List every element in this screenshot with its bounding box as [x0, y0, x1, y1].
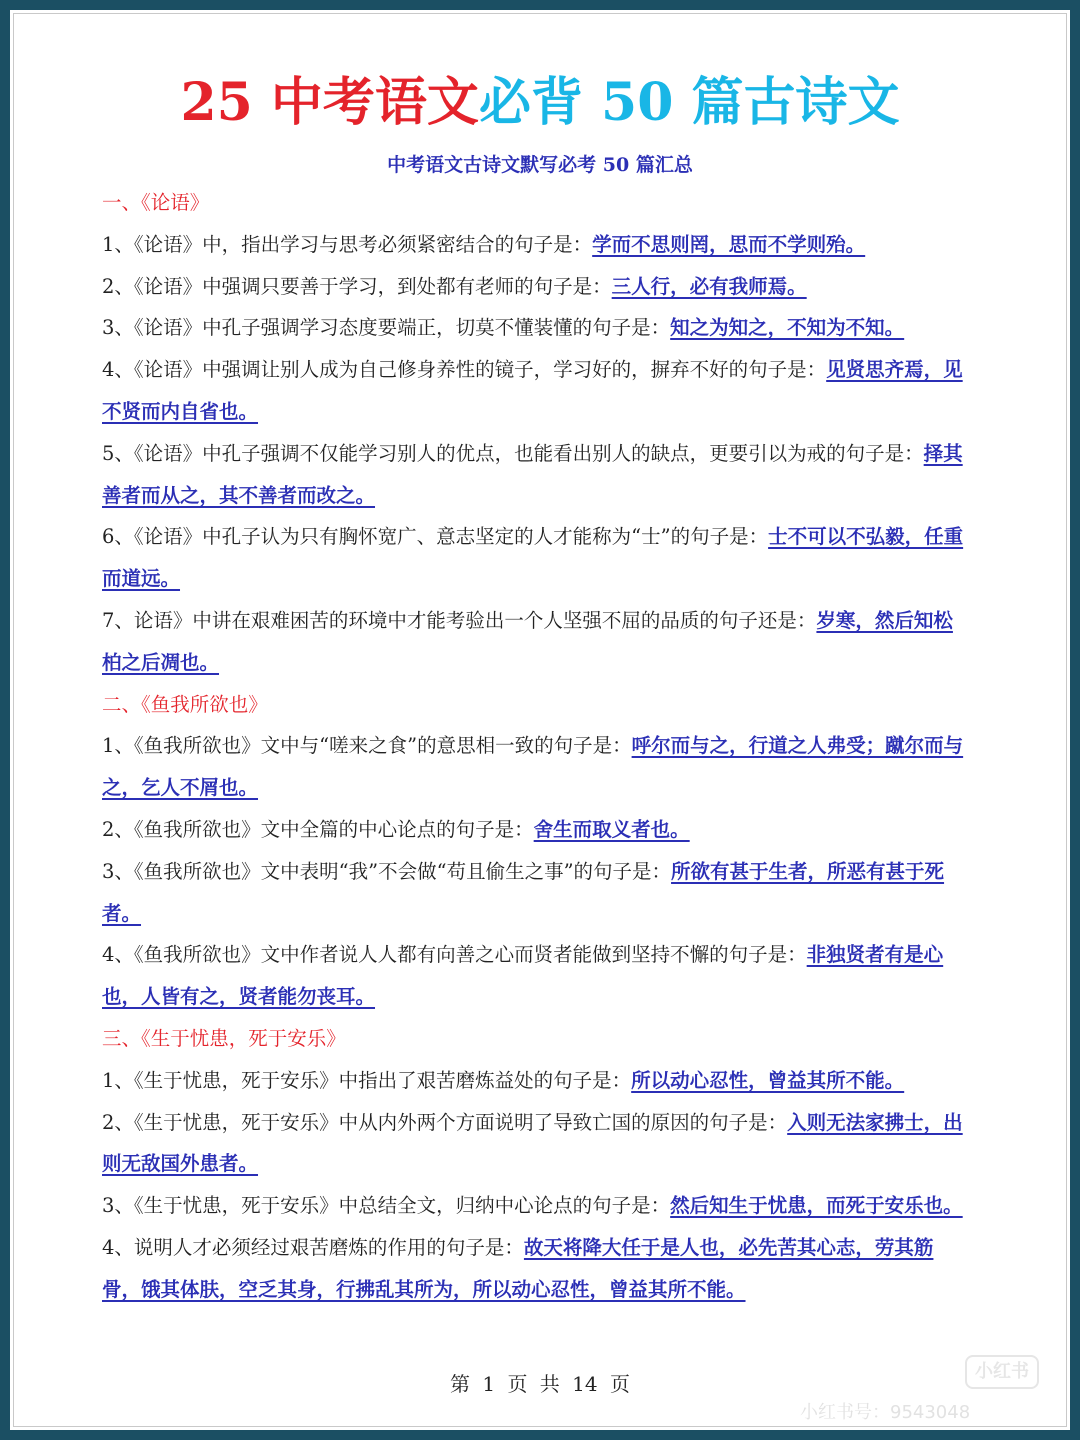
answer-text: 入则无法家拂士，出则无敌国外患者。: [102, 1110, 963, 1176]
question-item: [102, 1102, 966, 1186]
answer-text: 三人行，必有我师焉。: [611, 274, 807, 298]
question-text: 3、《论语》中孔子强调学习态度要端正，切莫不懂装懂的句子是：: [102, 316, 671, 340]
question-text: 1、《生于忧患，死于安乐》中指出了艰苦磨炼益处的句子是：: [102, 1068, 632, 1092]
answer-text: 知之为知之，不知为不知。: [670, 316, 905, 340]
question-item: [102, 809, 966, 851]
question-item: [102, 1060, 966, 1102]
question-text: 7、论语》中讲在艰难困苦的环境中才能考验出一个人坚强不屈的品质的句子还是：: [102, 608, 817, 632]
answer-text: 所以动心忍性，曾益其所不能。: [631, 1068, 905, 1092]
question-item: [102, 851, 966, 935]
question-text: 2、《论语》中强调只要善于学习，到处都有老师的句子是：: [102, 274, 612, 298]
section-heading: 三、《生于忧患，死于安乐》: [102, 1026, 346, 1050]
question-text: 4、说明人才必须经过艰苦磨炼的作用的句子是：: [102, 1235, 524, 1259]
question-item: [102, 349, 966, 433]
answer-text: 然后知生于忧患，而死于安乐也。: [670, 1194, 963, 1218]
question-text: 1、《论语》中，指出学习与思考必须紧密结合的句子是：: [102, 232, 593, 256]
answer-text: 所欲有甚于生者，所恶有甚于死者。: [102, 859, 945, 925]
answer-text: 学而不思则罔，思而不学则殆。: [592, 232, 866, 256]
question-item: [102, 1227, 966, 1311]
answer-text: 士不可以不弘毅，任重而道远。: [102, 525, 964, 591]
watermark-logo: 小红书: [965, 1355, 1039, 1389]
question-text: 3、《鱼我所欲也》文中表明“我”不会做“苟且偷生之事”的句子是：: [102, 859, 672, 883]
question-item: [102, 934, 966, 1018]
question-item: [102, 224, 966, 266]
question-text: 5、《论语》中孔子强调不仅能学习别人的优点，也能看出别人的缺点，更要引以为戒的句子是：: [102, 441, 924, 465]
question-text: 2、《生于忧患，死于安乐》中从内外两个方面说明了导致亡国的原因的句子是：: [102, 1110, 788, 1134]
page-footer: 第 1 页 共 14 页: [450, 1372, 630, 1396]
question-item: [102, 725, 966, 809]
question-text: 6、《论语》中孔子认为只有胸怀宽广、意志坚定的人才能称为“士”的句子是：: [102, 525, 769, 549]
question-item: [102, 600, 966, 684]
page-subtitle: 中考语文古诗文默写必考 50 篇汇总: [387, 154, 693, 176]
question-item: [102, 266, 966, 308]
section-heading: 一、《论语》: [102, 191, 210, 214]
answer-text: 呼尔而与之，行道之人弗受；蹴尔而与之，乞人不屑也。: [102, 734, 964, 800]
page-title: [10, 68, 1070, 138]
question-item: [102, 307, 966, 349]
title-part-cyan: 必背 50 篇古诗文: [478, 72, 900, 133]
answer-text: 见贤思齐焉，见不贤而内自省也。: [102, 358, 963, 423]
answer-text: 非独贤者有是心也，人皆有之，贤者能勿丧耳。: [102, 943, 944, 1009]
document-page: [10, 10, 1070, 1430]
section-heading: 二、《鱼我所欲也》: [102, 692, 268, 716]
question-text: 2、《鱼我所欲也》文中全篇的中心论点的句子是：: [102, 817, 534, 841]
title-part-red: 25 中考语文: [180, 72, 479, 133]
content-body: [102, 182, 966, 1311]
question-text: 4、《论语》中强调让别人成为自己修身养性的镜子，学习好的，摒弃不好的句子是：: [102, 358, 827, 382]
answer-text: 故天将降大任于是人也，必先苦其心志，劳其筋骨，饿其体肤，空乏其身，行拂乱其所为，所以动心忍性，曾益其所不能。: [102, 1235, 934, 1301]
question-item: [102, 516, 966, 600]
question-text: 3、《生于忧患，死于安乐》中总结全文，归纳中心论点的句子是：: [102, 1194, 671, 1218]
answer-text: 择其善者而从之，其不善者而改之。: [102, 441, 963, 507]
answer-text: 岁寒，然后知松柏之后凋也。: [102, 608, 953, 674]
question-text: 1、《鱼我所欲也》文中与“嗟来之食”的意思相一致的句子是：: [102, 734, 632, 758]
question-item: [102, 433, 966, 517]
question-item: [102, 1185, 966, 1227]
answer-text: 舍生而取义者也。: [533, 817, 690, 841]
question-text: 4、《鱼我所欲也》文中作者说人人都有向善之心而贤者能做到坚持不懈的句子是：: [102, 943, 807, 967]
watermark-id: 小红书号：9543048: [800, 1402, 971, 1423]
